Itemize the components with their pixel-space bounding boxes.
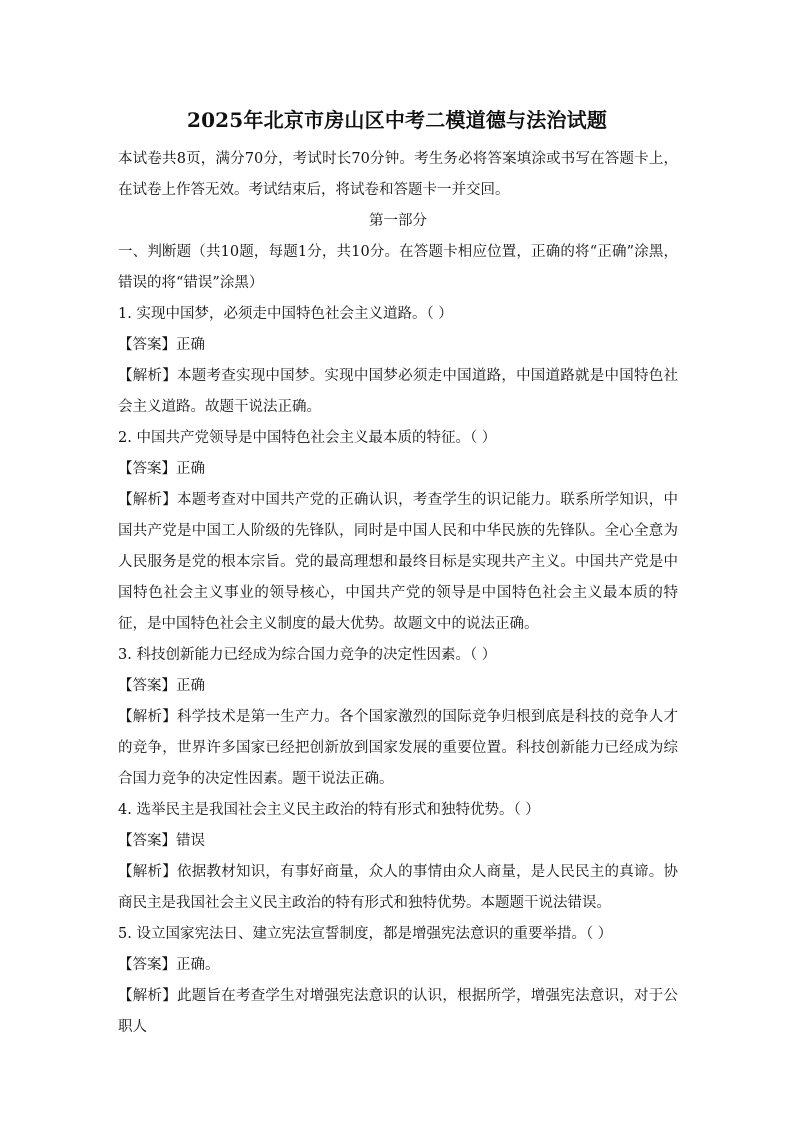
page-title: 2025年北京市房山区中考二模道德与法治试题 xyxy=(186,108,608,132)
question-answer: 【答案】正确 xyxy=(118,337,205,353)
question-analysis: 【解析】本题考查对中国共产党的正确认识，考查学生的识记能力。联系所学知识，中国共产党是中国工人阶级的先锋队，同时是中国人民和中华民族的先锋队。全心全意为人民服务是党的根本宗旨。党的最高理想和最终目标是实现共产主义。中国共产党是中国特色社会主义事业的领导核心，中国共产党的领导是中国特色社会主义最本质的特征，是中国特色社会主义制度的最大优势。故题文中的说法正确。 xyxy=(118,492,678,632)
exam-intro: 本试卷共8页，满分70分，考试时长70分钟。考生务必将答案填涂或书写在答题卡上，在试卷上作答无效。考试结束后，将试卷和答题卡一并交回。 xyxy=(118,151,678,198)
section-instructions: 一、判断题（共10题，每题1分，共10分。在答题卡相应位置，正确的将“正确”涂黑，错误的将“错误”涂黑） xyxy=(118,244,678,291)
question-answer: 【答案】正确。 xyxy=(118,957,220,973)
document-body xyxy=(118,144,678,1043)
section-heading: 第一部分 xyxy=(369,213,427,229)
question-stem: 2. 中国共产党领导是中国特色社会主义最本质的特征。（ ） xyxy=(118,430,497,446)
question-answer: 【答案】正确 xyxy=(118,678,205,694)
question-stem: 3. 科技创新能力已经成为综合国力竞争的决定性因素。（ ） xyxy=(118,647,497,663)
question-analysis: 【解析】本题考查实现中国梦。实现中国梦必须走中国道路，中国道路就是中国特色社会主义道路。故题干说法正确。 xyxy=(118,368,678,415)
question-answer: 【答案】正确 xyxy=(118,461,205,477)
question-analysis: 【解析】科学技术是第一生产力。各个国家激烈的国际竞争归根到底是科技的竞争人才的竞争，世界许多国家已经把创新放到国家发展的重要位置。科技创新能力已经成为综合国力竞争的决定性因素。题干说法正确。 xyxy=(118,709,678,787)
question-stem: 1. 实现中国梦，必须走中国特色社会主义道路。（ ） xyxy=(118,306,453,322)
question-answer: 【答案】错误 xyxy=(118,833,205,849)
question-analysis: 【解析】依据教材知识，有事好商量，众人的事情由众人商量，是人民民主的真谛。协商民主是我国社会主义民主政治的特有形式和独特优势。本题题干说法错误。 xyxy=(118,864,678,911)
question-analysis: 【解析】此题旨在考查学生对增强宪法意识的认识，根据所学，增强宪法意识，对于公职人 xyxy=(118,988,678,1035)
question-stem: 5. 设立国家宪法日、建立宪法宣誓制度，都是增强宪法意识的重要举措。（ ） xyxy=(118,926,613,942)
question-stem: 4. 选举民主是我国社会主义民主政治的特有形式和独特优势。（ ） xyxy=(118,802,540,818)
